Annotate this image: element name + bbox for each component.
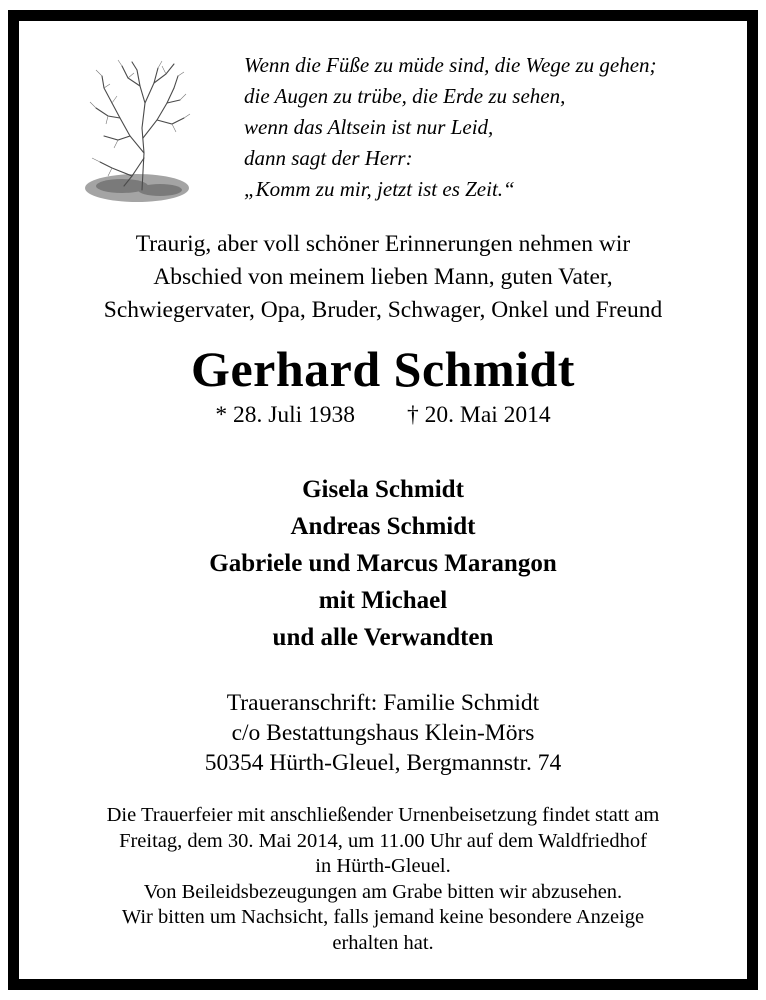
notice-line: Die Trauerfeier mit anschließender Urnenbeisetzung findet statt am xyxy=(106,804,660,826)
intro-text xyxy=(21,228,745,327)
tree-illustration xyxy=(82,58,192,208)
poem-line: wenn das Altsein ist nur Leid, xyxy=(244,115,494,139)
intro-line: Traurig, aber voll schöner Erinnerungen nehmen wir xyxy=(135,231,631,257)
address-line: 50354 Hürth-Gleuel, Bergmannstr. 74 xyxy=(204,750,562,776)
intro-line: Abschied von meinem lieben Mann, guten Vater, xyxy=(153,264,613,290)
mourner-name: und alle Verwandten xyxy=(272,624,494,651)
notice-line: Freitag, dem 30. Mai 2014, um 11.00 Uhr auf dem Waldfriedhof xyxy=(119,829,647,852)
mourners-list xyxy=(21,471,745,656)
funeral-notice xyxy=(21,803,745,956)
address-line: Traueranschrift: Familie Schmidt xyxy=(226,690,540,716)
mourner-name: Gisela Schmidt xyxy=(302,476,464,503)
poem-line: „Komm zu mir, jetzt ist es Zeit.“ xyxy=(244,177,515,201)
birth-date: * 28. Juli 1938 xyxy=(215,402,356,428)
deceased-name: Gerhard Schmidt xyxy=(191,341,575,397)
mourner-name: mit Michael xyxy=(318,587,448,614)
poem xyxy=(244,50,724,205)
notice-line: erhalten hat. xyxy=(332,931,434,954)
mourner-name: Andreas Schmidt xyxy=(290,513,476,540)
poem-line: dann sagt der Herr: xyxy=(244,146,413,170)
life-dates xyxy=(21,400,745,430)
address-line: c/o Bestattungshaus Klein-Mörs xyxy=(231,720,535,746)
notice-line: in Hürth-Gleuel. xyxy=(315,855,451,877)
poem-line: Wenn die Füße zu müde sind, die Wege zu gehen; xyxy=(244,53,657,77)
mourning-address xyxy=(21,688,745,778)
poem-line: die Augen zu trübe, die Erde zu sehen, xyxy=(244,84,566,108)
intro-line: Schwiegervater, Opa, Bruder, Schwager, Onkel und Freund xyxy=(103,297,663,323)
death-date: † 20. Mai 2014 xyxy=(407,402,551,428)
obituary-notice xyxy=(21,23,745,977)
notice-line: Von Beileidsbezeugungen am Grabe bitten wir abzusehen. xyxy=(143,880,623,903)
notice-line: Wir bitten um Nachsicht, falls jemand keine besondere Anzeige xyxy=(121,906,645,928)
mourner-name: Gabriele und Marcus Marangon xyxy=(209,550,557,577)
